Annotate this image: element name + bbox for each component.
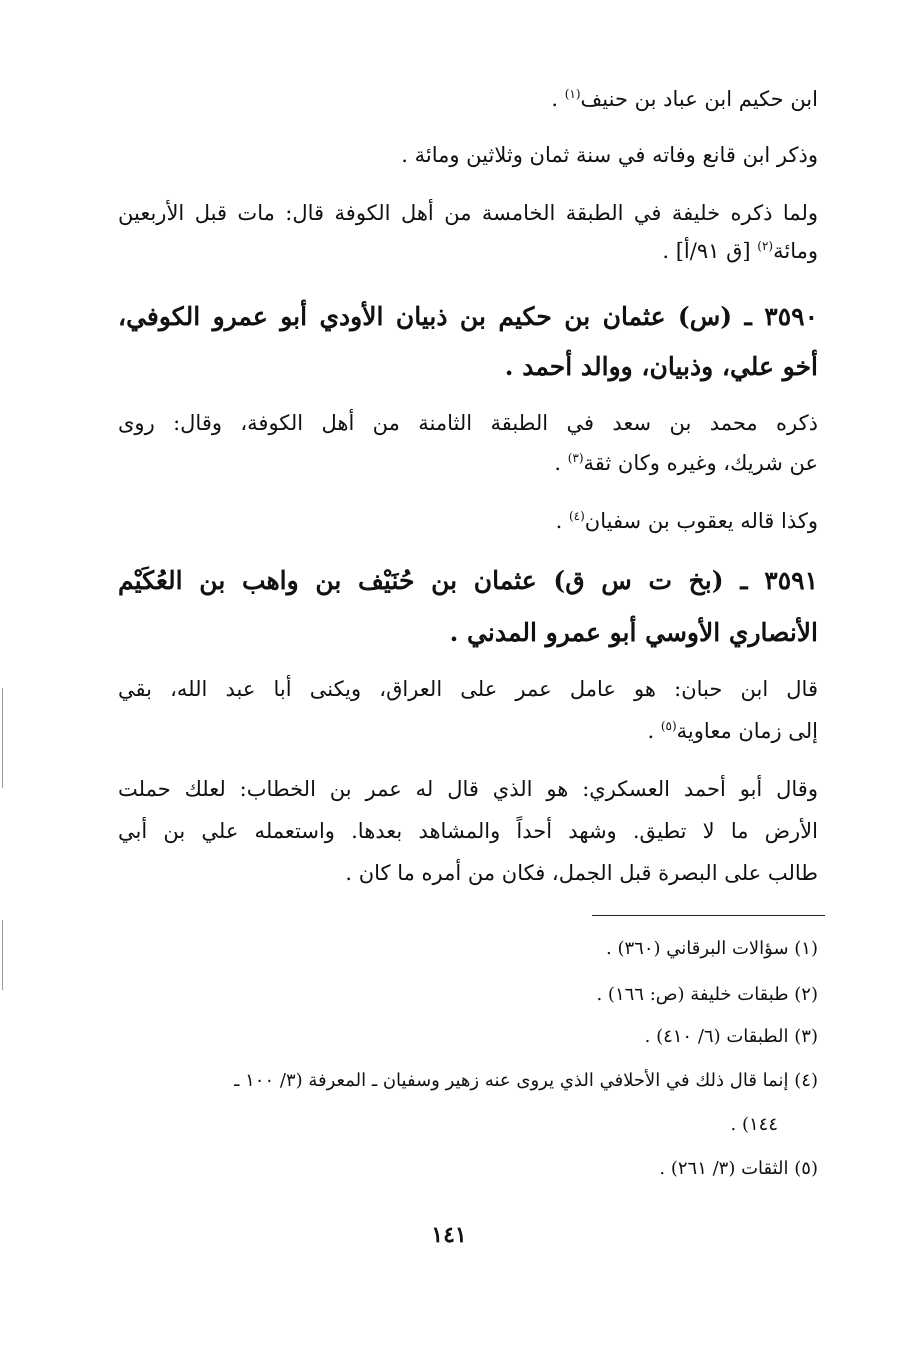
footnote-marker: (٥) <box>660 719 677 733</box>
text-line <box>556 506 818 536</box>
footnote-marker: (٣) <box>567 451 584 465</box>
text-line: طالب على البصرة قبل الجمل، فكان من أمره ما كان . <box>345 861 818 885</box>
entry-heading-3590: ٣٥٩٠ ـ (س) عثمان بن حكيم بن ذبيان الأودي أبو عمرو الكوفي، <box>118 302 818 331</box>
text-span: ابن حكيم ابن عباد بن حنيف <box>580 87 818 111</box>
entry-heading-3590-cont: أخو علي، وذبيان، ووالد أحمد . <box>504 352 818 381</box>
footnote-marker: (٢) <box>757 239 774 253</box>
footnote-divider <box>592 915 825 916</box>
text-line <box>551 84 818 114</box>
footnote-4-cont: ١٤٤) . <box>730 1114 778 1135</box>
scan-edge-mark <box>2 688 3 788</box>
text-span: . <box>647 719 655 743</box>
footnote-4: (٤) إنما قال ذلك في الأحلافي الذي يروى عنه زهير وسفيان ـ المعرفة (٣/ ١٠٠ ـ <box>234 1070 818 1091</box>
text-span: وكذا قاله يعقوب بن سفيان <box>584 509 818 533</box>
text-line: الأرض ما لا تطيق. وشهد أحداً والمشاهد بعدها. واستعمله علي بن أبي <box>118 819 818 843</box>
footnote-2: (٢) طبقات خليفة (ص: ١٦٦) . <box>596 984 818 1005</box>
text-span: . <box>555 509 563 533</box>
page-number: ١٤١ <box>431 1222 467 1248</box>
text-span: . <box>551 87 559 111</box>
text-line: قال ابن حبان: هو عامل عمر على العراق، ويكنى أبا عبد الله، بقي <box>118 677 818 701</box>
footnote-3: (٣) الطبقات (٦/ ٤١٠) . <box>644 1026 818 1047</box>
text-span: . <box>554 451 562 475</box>
text-line <box>647 716 818 746</box>
text-line <box>554 448 818 478</box>
text-line: ذكره محمد بن سعد في الطبقة الثامنة من أهل الكوفة، وقال: روى <box>118 411 818 435</box>
footnote-5: (٥) الثقات (٣/ ٢٦١) . <box>659 1158 818 1179</box>
text-line: ولما ذكره خليفة في الطبقة الخامسة من أهل الكوفة قال: مات قبل الأربعين <box>118 201 818 225</box>
footnote-marker: (٤) <box>568 509 585 523</box>
entry-heading-3591: ٣٥٩١ ـ (بخ ت س ق) عثمان بن حُنَيْف بن واهب بن العُكَيْم <box>118 566 818 595</box>
text-span: ومائة <box>773 239 818 263</box>
footnote-marker: (١) <box>564 87 581 101</box>
text-span: عن شريك، وغيره وكان ثقة <box>583 451 818 475</box>
entry-heading-3591-cont: الأنصاري الأوسي أبو عمرو المدني . <box>449 618 818 647</box>
text-span: [ق ٩١/أ] . <box>662 239 751 263</box>
scan-edge-mark <box>2 920 3 990</box>
text-line: وذكر ابن قانع وفاته في سنة ثمان وثلاثين ومائة . <box>401 143 818 167</box>
text-line <box>662 236 818 266</box>
text-line: وقال أبو أحمد العسكري: هو الذي قال له عمر بن الخطاب: لعلك حملت <box>118 777 818 801</box>
text-span: إلى زمان معاوية <box>676 719 818 743</box>
footnote-1: (١) سؤالات البرقاني (٣٦٠) . <box>606 938 818 959</box>
